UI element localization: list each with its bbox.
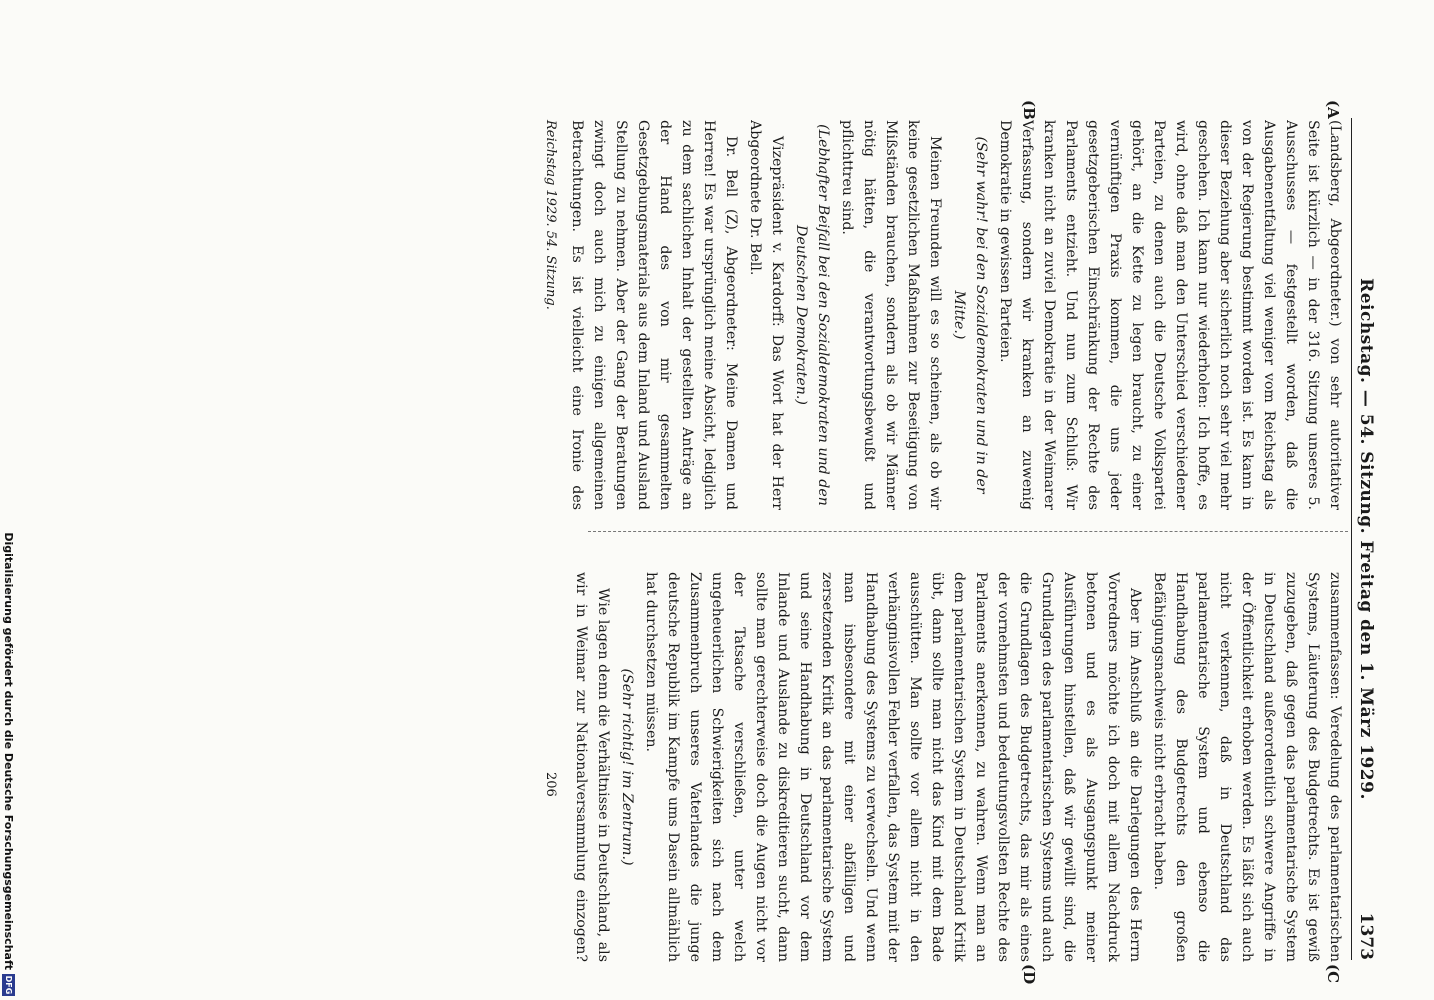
header-title: Reichstag. — 54. Sitzung. Freitag den 1. März 1929. xyxy=(1356,278,1376,800)
paragraph: (Landsberg, Abgeordneter.) von sehr autoritativer Seite ist kürzlich — in der 316. Sitzung unseres 5. Ausschusses — festgestellt worden, daß die Ausgabenentfaltung viel weniger vom Reichstag als von der Regierung bestimmt worden ist. Es kann in dieser Beziehung aber sicherlich noch sehr viel mehr geschehen. Ich kann nur wiederholen: Ich hoffe, es wird, ohne daß man den Unterschied verschiedener Parteien, zu denen auch die Deutsche Volkspartei gehört, an die Kette zu legen braucht, zu einer vernünftigen Praxis kommen, die uns jeder gesetzgeberischen Einschränkung der Rechte des Parlaments entzieht. Und nun zum Schluß: Wir kranken nicht an zuviel Demokratie in der Weimarer Verfassung, sondern wir kranken an zuwenig Demokratie in gewissen Parteien. xyxy=(997,120,1343,510)
interjection: (Lebhafter Beifall bei den Sozialdemokraten und den Deutschen Demokraten.) xyxy=(793,124,831,506)
credit-text: Digitalisierung gefördert durch die Deutsche Forschungsgemeinschaft xyxy=(2,532,15,970)
paragraph: Aber im Anschluß an die Darlegungen des Herrn Vorredners möchte ich doch mit allem Nachdruck betonen und es als Ausgangspunkt meiner Ausführungen hinstellen, daß wir gewillt sind, die Grundlagen des parlamentarischen Systems und auch die Grundlagen des Budgetrechts, das mir als eines der vornehmsten und bedeutungsvollsten Rechte des Parlaments anerkennen, zu wahren. Wenn man an dem parlamentarischen System in Deutschland Kritik übt, dann sollte man nicht das Kind mit dem Bade ausschütten. Man sollte vor allem nicht in den verhängnisvollen Fehler verfallen, das System mit der Handhabung des Systems zu verwechseln. Und wenn man insbesondere mit einer abfälligen und zersetzenden Kritik an das parlamentarische System und seine Handhabung in Deutschland vor dem Inlande und Auslande zu diskreditieren sucht, dann sollte man gerechterweise doch die Augen nicht vor der Tatsache verschließen, unter welch ungeheuerlichen Schwierigkeiten sich nach dem Zusammenbruch unseres Vaterlandes die junge deutsche Republik im Kampfe ums Dasein allmählich hat durchsetzen müssen. xyxy=(643,572,1143,962)
paragraph: Dr. Bell (Z), Abgeordneter: Meine Damen und Herren! Es war ursprünglich meine Absicht, lediglich zu dem sachlichen Inhalt der gestellten Anträge an der Hand des von mir gesammelten Gesetzgebungsmaterials aus dem Inland und Ausland Stellung zu nehmen. Aber der Gang der Beratungen zwingt doch auch mich zu einigen allgemeinen Betrachtungen. Es ist vielleicht eine Ironie des xyxy=(569,120,739,510)
interjection: (Sehr richtig! im Zentrum.) xyxy=(619,668,635,866)
interjection: (Sehr wahr! bei den Sozialdemokraten und in der Mitte.) xyxy=(951,136,989,494)
paragraph: Wie lagen denn die Verhältnisse in Deutschland, als wir in Weimar zur Nationalversammlung einzogen? xyxy=(573,572,611,962)
paragraph: zusammenfassen: Veredelung des parlamentarischen Systems, Läuterung des Budgetrechts. Es ist gewiß zuzugeben, daß gegen das parlamentarische System in Deutschland außerordentlich schwere Angriffe in der Öffentlichkeit erhoben werden. Es läßt sich auch nicht verkennen, daß in Deutschland das parlamentarische System und ebenso die Handhabung des Budgetrechts den großen Befähigungsnachweis nicht erbracht haben. xyxy=(1151,572,1343,962)
digitization-credit xyxy=(0,0,16,1000)
right-column xyxy=(568,572,1346,962)
margin-marker-b: (B xyxy=(1020,100,1038,120)
page-header xyxy=(1352,118,1376,960)
dfg-logo-icon: DFG xyxy=(4,975,13,995)
footer-session: Reichstag 1929. 54. Sitzung. xyxy=(543,120,558,310)
footer-page-number: 206 xyxy=(543,772,558,797)
margin-marker-d: (D xyxy=(1020,964,1038,985)
page-number: 1373 xyxy=(1356,912,1376,960)
paragraph: Meinen Freunden will es so scheinen, als ob wir keine gesetzlichen Maßnahmen zur Beseitigung von Mißständen brauchen, sondern als ob wir Männer nötig hätten, die verantwortungsbewußt und pflichttreu sind. xyxy=(839,120,943,510)
header-rule xyxy=(1351,118,1352,960)
left-column xyxy=(568,120,1346,510)
column-divider xyxy=(588,531,1348,532)
margin-marker-c: (C xyxy=(1324,964,1342,984)
paragraph: Vizepräsident v. Kardorff: Das Wort hat der Herr Abgeordnete Dr. Bell. xyxy=(747,120,785,510)
margin-marker-a: (A xyxy=(1324,100,1342,119)
